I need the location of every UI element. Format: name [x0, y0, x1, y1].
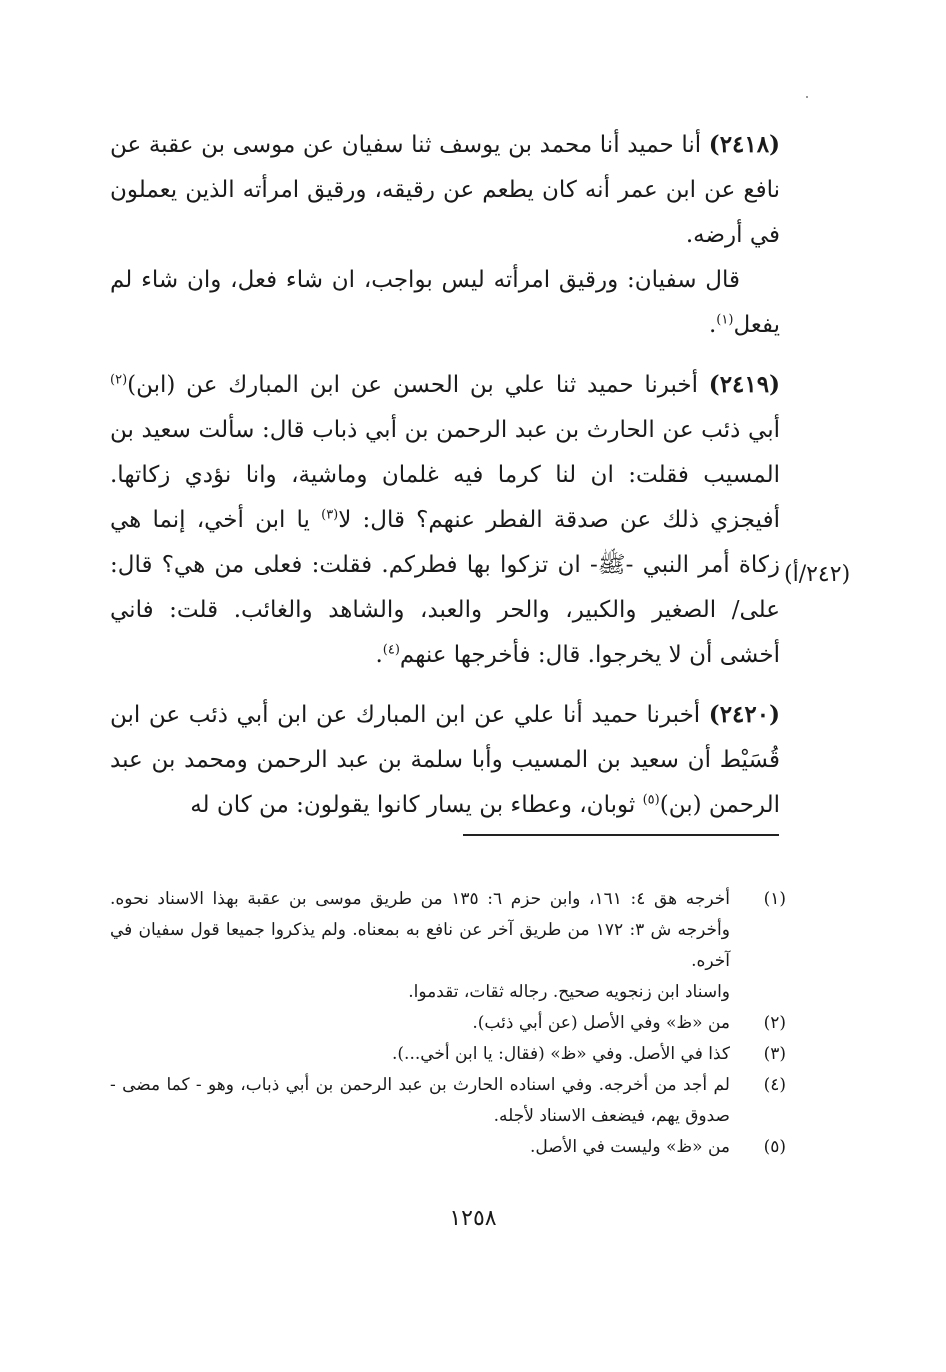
footnote-item	[110, 977, 786, 1008]
footnote-text: من «ظ» وليست في الأصل.	[530, 1137, 730, 1157]
text-run: يا ابن أخي، إنما هي زكاة أمر النبي -ﷺ- ان تزكوا بها فطركم. فقلت: فعلى من هي؟ قال: على/ الصغير والكبير، والحر والعبد، والشاهد والغائب. قلت: فاني أخشى أن لا يخرجوا. قال: فأخرجها عنهم	[110, 507, 780, 668]
text-run: أبي ذئب عن الحارث بن عبد الرحمن بن أبي ذباب قال: سألت سعيد بن المسيب فقلت: ان لنا كرما فيه غلمان وماشية، وانا نؤدي زكاتها. أفيجزي ذلك عن صدقة الفطر عنهم؟ قال: لا	[110, 417, 780, 533]
paragraph-p2420	[110, 692, 780, 828]
main-text	[110, 122, 780, 842]
footnote-text: لم أجد من أخرجه. وفي اسناده الحارث بن عبد الرحمن بن أبي ذباب، وهو - كما مضى - صدوق يهم، فيضعف الاسناد لأجله.	[110, 1075, 730, 1126]
text-run: أخبرنا حميد ثنا علي بن الحسن عن ابن المبارك عن (ابن)	[127, 372, 709, 398]
footnote-text: من «ظ» وفي الأصل (عن أبي ذئب).	[472, 1013, 730, 1033]
footnote-text: أخرجه هق ٤: ١٦١، وابن حزم ٦: ١٣٥ من طريق موسى بن عقبة بهذا الاسناد نحوه. وأخرجه ش ٣: ١٧٢ من طريق آخر عن نافع به بمعناه. ولم يذكروا جميعا قول سفيان في آخره.	[110, 889, 730, 971]
footnote-number: (٢)	[763, 1013, 786, 1033]
footnote-number: (٥)	[763, 1137, 786, 1157]
footnote-item	[110, 1070, 786, 1132]
footnote-number	[730, 977, 786, 1008]
text-run: أخبرنا حميد أنا علي عن ابن المبارك عن ابن أبي ذئب عن ابن قُسَيْط أن سعيد بن المسيب وأبا سلمة بن عبد الرحمن ومحمد بن عبد الرحمن (بن)	[110, 702, 780, 818]
paragraph-p2418	[110, 122, 780, 258]
scan-speck	[806, 96, 808, 98]
footnote-ref: (٥)	[642, 792, 660, 808]
footnote-number: (٣)	[763, 1044, 786, 1064]
paragraph-p2419	[110, 362, 780, 678]
paragraph-p2418b	[110, 258, 780, 348]
text-run: أنا حميد أنا محمد بن يوسف ثنا سفيان عن موسى بن عقبة عن نافع عن ابن عمر أنه كان يطعم عن رقيقه، ورقيق امرأته الذين يعملون في أرضه.	[110, 132, 780, 248]
text-run: ثوبان، وعطاء بن يسار كانوا يقولون: من كان له	[190, 792, 643, 818]
text-run: قال سفيان: ورقيق امرأته ليس بواجب، ان شاء فعل، وان شاء لم يفعل	[110, 267, 780, 338]
footnote-ref: (٤)	[382, 642, 400, 658]
footnote-separator	[463, 834, 779, 836]
footnote-item	[110, 1008, 786, 1039]
footnote-ref: (١)	[716, 312, 734, 328]
footnote-item	[110, 884, 786, 977]
hadith-number: (٢٤١٩)	[708, 371, 780, 398]
footnote-text: كذا في الأصل. وفي «ظ» (فقال: يا ابن أخي...).	[392, 1044, 730, 1064]
footnote-number: (٤)	[763, 1075, 786, 1095]
footnotes	[110, 884, 786, 1163]
footnote-item	[110, 1039, 786, 1070]
footnote-ref: (٣)	[321, 507, 339, 523]
footnote-item	[110, 1132, 786, 1163]
margin-folio-note: (٢٤٢/أ)	[784, 562, 851, 587]
footnote-text: واسناد ابن زنجويه صحيح. رجاله ثقات، تقدموا.	[408, 982, 730, 1002]
page-number: ١٢٥٨	[449, 1206, 497, 1231]
text-run: .	[708, 312, 717, 338]
footnote-ref: (٢)	[110, 372, 128, 388]
text-run: .	[375, 642, 383, 668]
hadith-number: (٢٤١٨)	[708, 131, 780, 158]
footnote-number: (١)	[763, 889, 786, 909]
hadith-number: (٢٤٢٠)	[708, 701, 780, 728]
